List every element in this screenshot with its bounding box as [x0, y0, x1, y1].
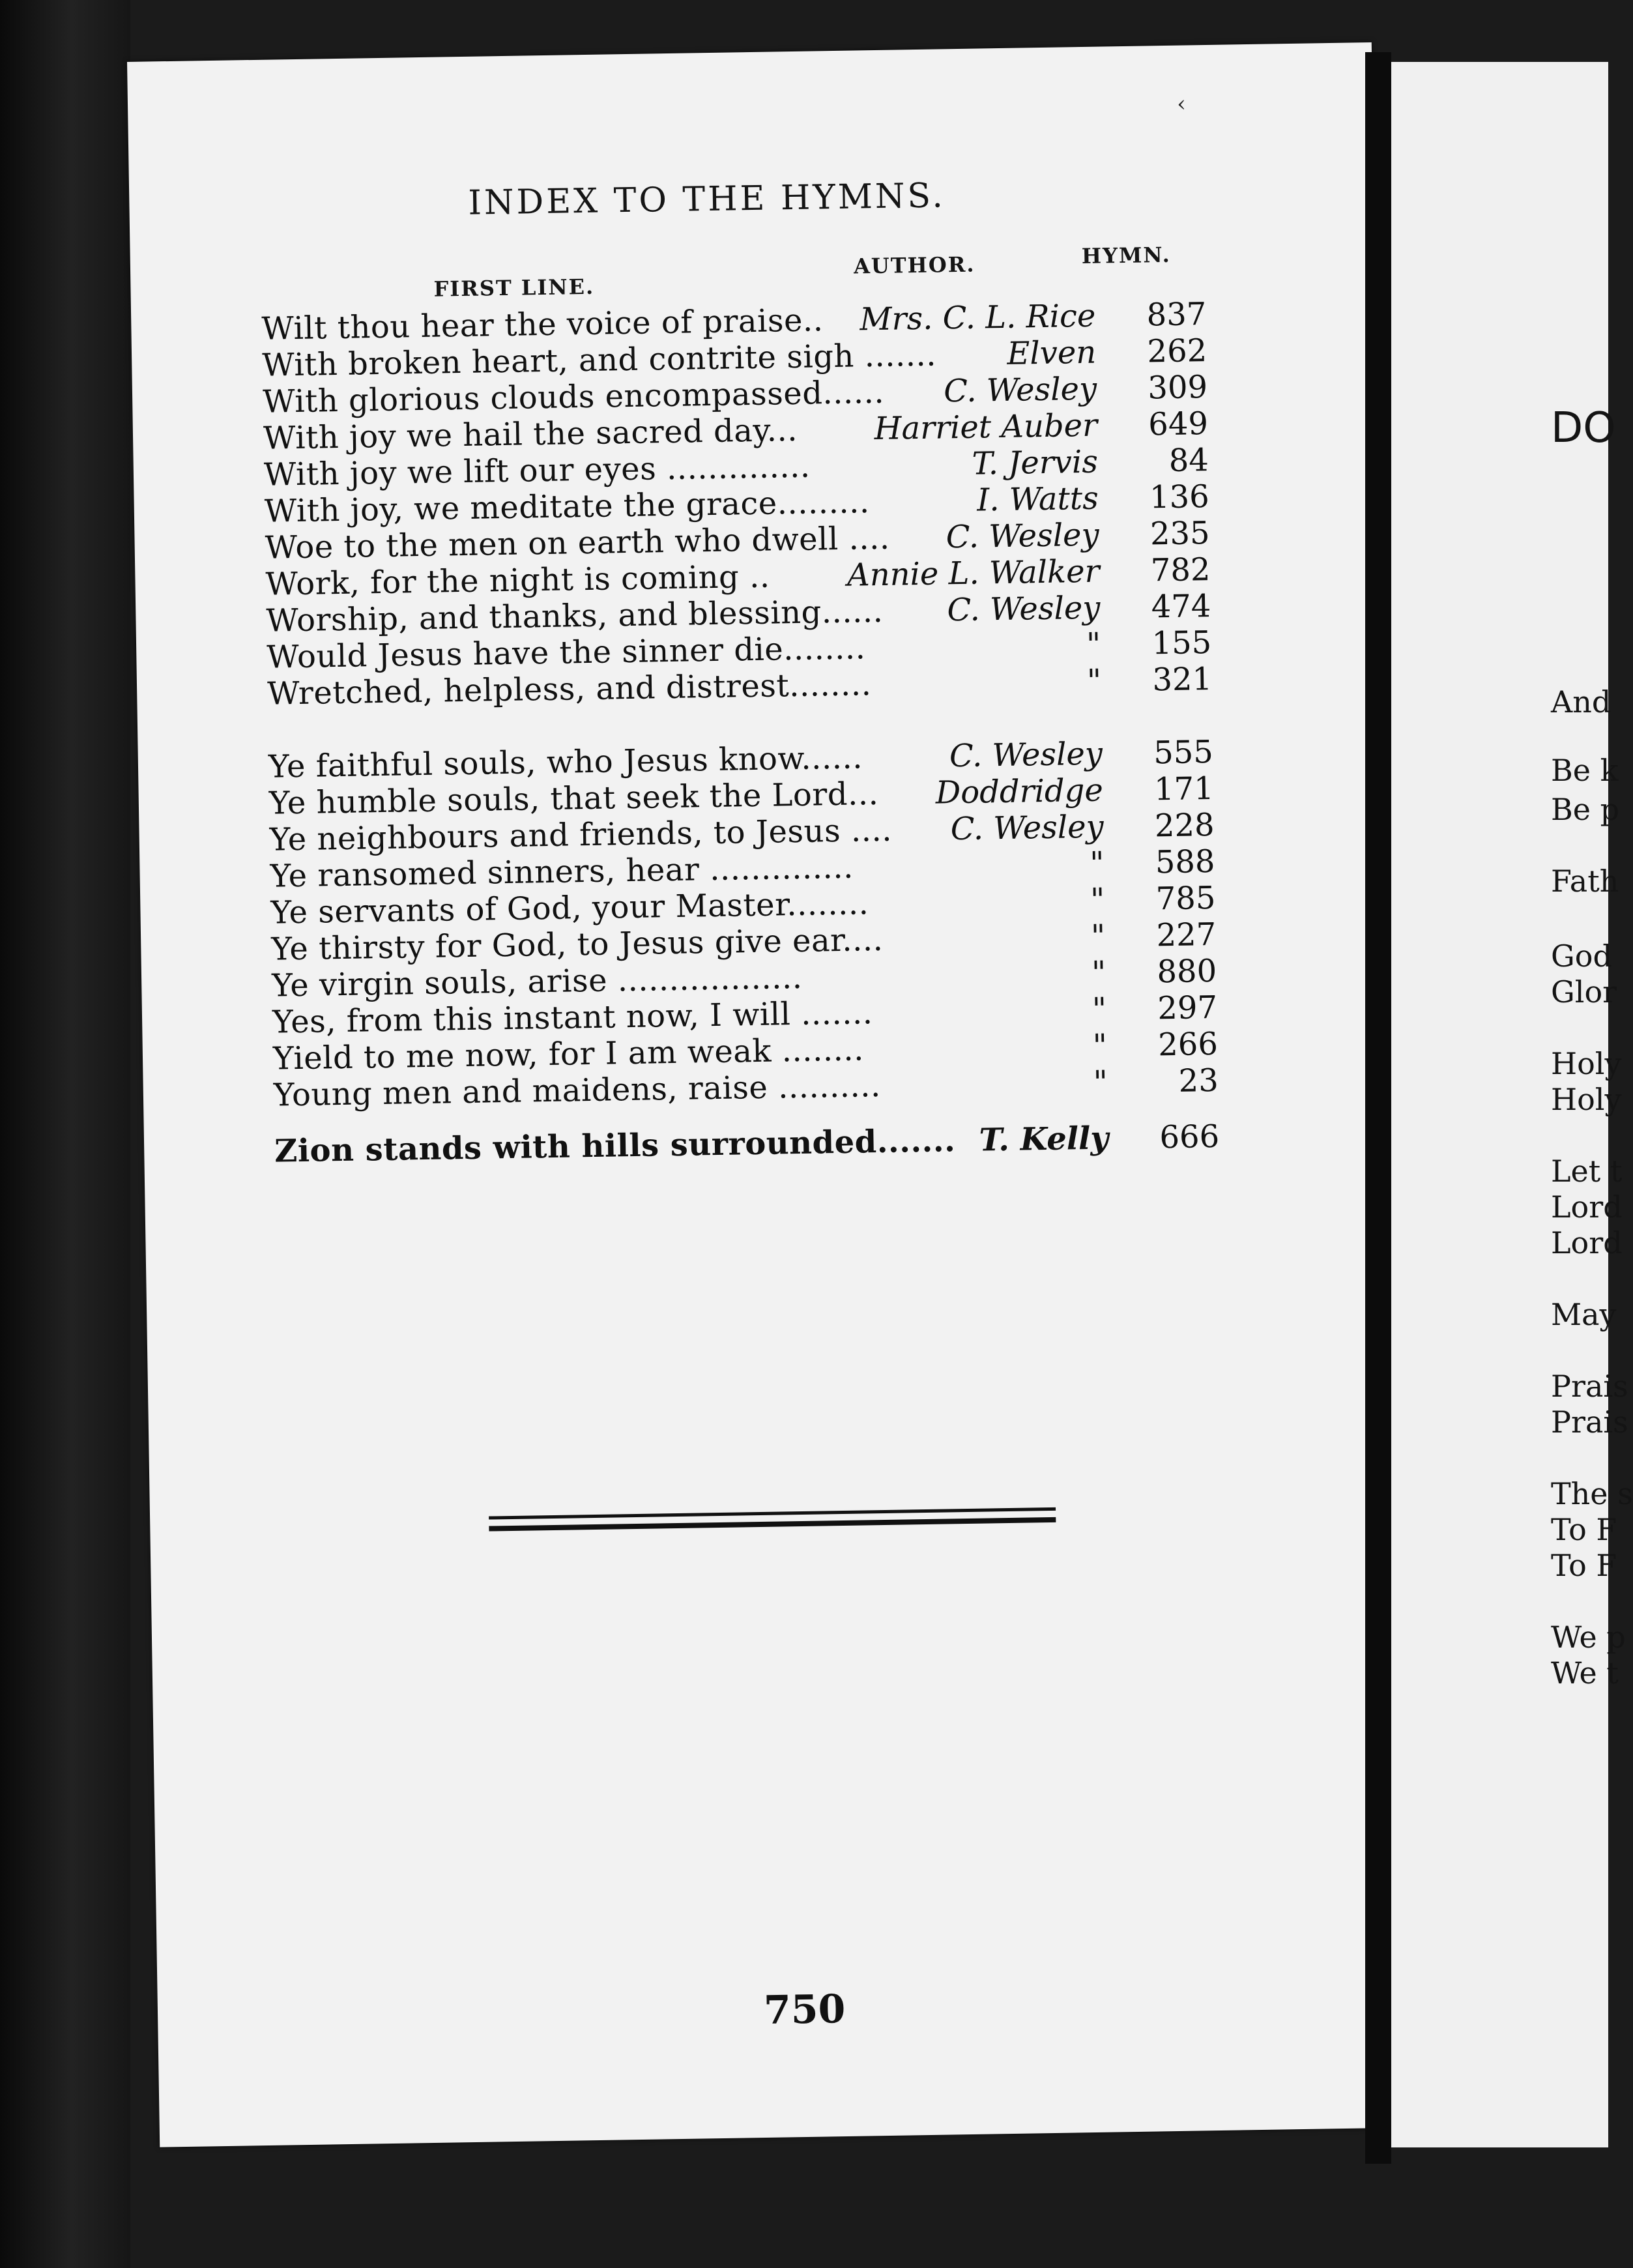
- first-line: Ye humble souls, that seek the Lord...: [268, 776, 879, 822]
- first-line: Ye faithful souls, who Jesus know......: [268, 739, 863, 785]
- column-header-first-line: FIRST LINE.: [433, 274, 595, 302]
- hymn-number: 588: [1155, 843, 1215, 881]
- ditto-mark: ": [1086, 662, 1102, 699]
- first-line: Zion stands with hills surrounded.......: [274, 1122, 956, 1170]
- first-line: Yes, from this instant now, I will .......: [272, 995, 873, 1041]
- hymn-number: 837: [1146, 296, 1207, 334]
- author: C. Wesley: [946, 516, 1100, 556]
- author: T. Kelly: [979, 1120, 1109, 1159]
- first-line: Woe to the men on earth who dwell ....: [265, 519, 890, 566]
- closing-rule: [489, 1507, 1056, 1520]
- first-line: With glorious clouds encompassed......: [262, 373, 885, 420]
- first-line: With joy, we meditate the grace.........: [264, 484, 870, 530]
- page-title: INDEX TO THE HYMNS.: [467, 176, 946, 223]
- right-page: [1391, 62, 1633, 2147]
- ditto-mark: ": [1090, 918, 1106, 955]
- first-line: Work, for the night is coming ..: [265, 558, 770, 603]
- hymn-number: 155: [1151, 624, 1212, 662]
- page-number: 750: [763, 1986, 846, 2034]
- right-page-heading: DO: [1551, 404, 1616, 452]
- column-header-hymn: HYMN.: [1081, 242, 1171, 269]
- first-line: Ye neighbours and friends, to Jesus ....: [269, 811, 893, 858]
- hymn-number: 785: [1155, 879, 1216, 918]
- author: Annie L. Walker: [846, 553, 1100, 594]
- ditto-mark: ": [1091, 954, 1106, 991]
- film-edge: [0, 0, 130, 2268]
- hymn-number: 309: [1147, 369, 1208, 407]
- right-page-line: May: [1551, 1297, 1617, 1332]
- right-page-line: Prais: [1551, 1369, 1628, 1404]
- column-header-author: AUTHOR.: [853, 252, 975, 279]
- first-line: Wretched, helpless, and distrest........: [267, 666, 872, 712]
- first-line: With joy we hail the sacred day...: [263, 411, 798, 457]
- hymn-number: 266: [1157, 1025, 1219, 1064]
- right-page-line: We p: [1551, 1620, 1626, 1655]
- author: I. Watts: [976, 480, 1099, 519]
- author: C. Wesley: [943, 370, 1097, 410]
- right-page-line: Holy: [1551, 1046, 1622, 1081]
- hymn-number: 297: [1157, 989, 1218, 1027]
- author: Harriet Auber: [874, 407, 1098, 448]
- first-line: Ye thirsty for God, to Jesus give ear....: [270, 921, 884, 968]
- right-page-line: Lord: [1551, 1189, 1623, 1225]
- first-line: Yield to me now, for I am weak ........: [272, 1031, 865, 1077]
- first-line: Ye ransomed sinners, hear ..............: [270, 849, 854, 895]
- left-page: [127, 42, 1404, 2147]
- hymn-number: 880: [1157, 952, 1217, 991]
- hymn-number: 171: [1153, 770, 1215, 808]
- right-page-line: Lord: [1551, 1225, 1623, 1260]
- first-line: With broken heart, and contrite sigh .......: [261, 336, 937, 384]
- hymn-number: 782: [1150, 551, 1211, 589]
- right-page-line: Prais: [1551, 1404, 1628, 1440]
- right-page-line: Be k: [1551, 753, 1619, 788]
- author: C. Wesley: [950, 808, 1105, 848]
- hymn-number: 136: [1149, 478, 1210, 516]
- first-line: Worship, and thanks, and blessing......: [266, 592, 884, 639]
- ditto-mark: ": [1090, 881, 1105, 918]
- first-line: Wilt thou hear the voice of praise..: [261, 302, 824, 347]
- right-page-line: Glor: [1551, 974, 1617, 1010]
- right-page-line: Fath: [1551, 864, 1619, 899]
- first-line: Young men and maidens, raise ..........: [273, 1068, 882, 1114]
- hymn-number: 227: [1156, 916, 1217, 954]
- author: Doddridge: [935, 772, 1104, 811]
- right-page-line: To F: [1551, 1512, 1617, 1547]
- hymn-number: 555: [1153, 733, 1214, 772]
- right-page-line: Be p: [1551, 792, 1620, 827]
- first-line: Ye virgin souls, arise ..................: [271, 959, 803, 1004]
- hymn-number: 321: [1152, 660, 1213, 699]
- ditto-mark: ": [1091, 991, 1107, 1028]
- book-gutter: [1365, 52, 1391, 2164]
- right-page-line: The s: [1551, 1476, 1633, 1511]
- hymn-number: 262: [1147, 332, 1207, 370]
- hymn-index-list: [261, 296, 1220, 1170]
- hymn-number: 474: [1151, 587, 1211, 626]
- author: C. Wesley: [949, 735, 1103, 775]
- hymn-number: 235: [1149, 514, 1211, 553]
- right-page-line: God: [1551, 938, 1612, 974]
- right-page-line: To F: [1551, 1548, 1617, 1583]
- ditto-mark: ": [1089, 845, 1105, 882]
- hymn-number: 84: [1168, 442, 1209, 479]
- right-page-line: And: [1551, 684, 1611, 720]
- first-line: With joy we lift our eyes ..............: [263, 448, 811, 493]
- hymn-number: 228: [1154, 806, 1215, 845]
- hymn-number: 23: [1178, 1062, 1219, 1099]
- ditto-mark: ": [1093, 1064, 1108, 1101]
- author: C. Wesley: [947, 589, 1101, 629]
- hymn-number: 649: [1148, 405, 1209, 443]
- corner-mark: ‹: [1176, 91, 1187, 117]
- first-line: Would Jesus have the sinner die........: [266, 630, 866, 676]
- author: Elven: [1006, 334, 1097, 372]
- right-page-line: Holy: [1551, 1082, 1622, 1117]
- ditto-mark: ": [1086, 626, 1101, 663]
- right-page-line: We t: [1551, 1655, 1619, 1691]
- author: T. Jervis: [972, 443, 1099, 482]
- ditto-mark: ": [1092, 1027, 1108, 1064]
- hymn-number: 666: [1159, 1118, 1220, 1156]
- closing-rule: [489, 1517, 1056, 1532]
- author: Mrs. C. L. Rice: [859, 297, 1096, 338]
- right-page-line: Let t: [1551, 1154, 1623, 1189]
- first-line: Ye servants of God, your Master........: [270, 885, 869, 931]
